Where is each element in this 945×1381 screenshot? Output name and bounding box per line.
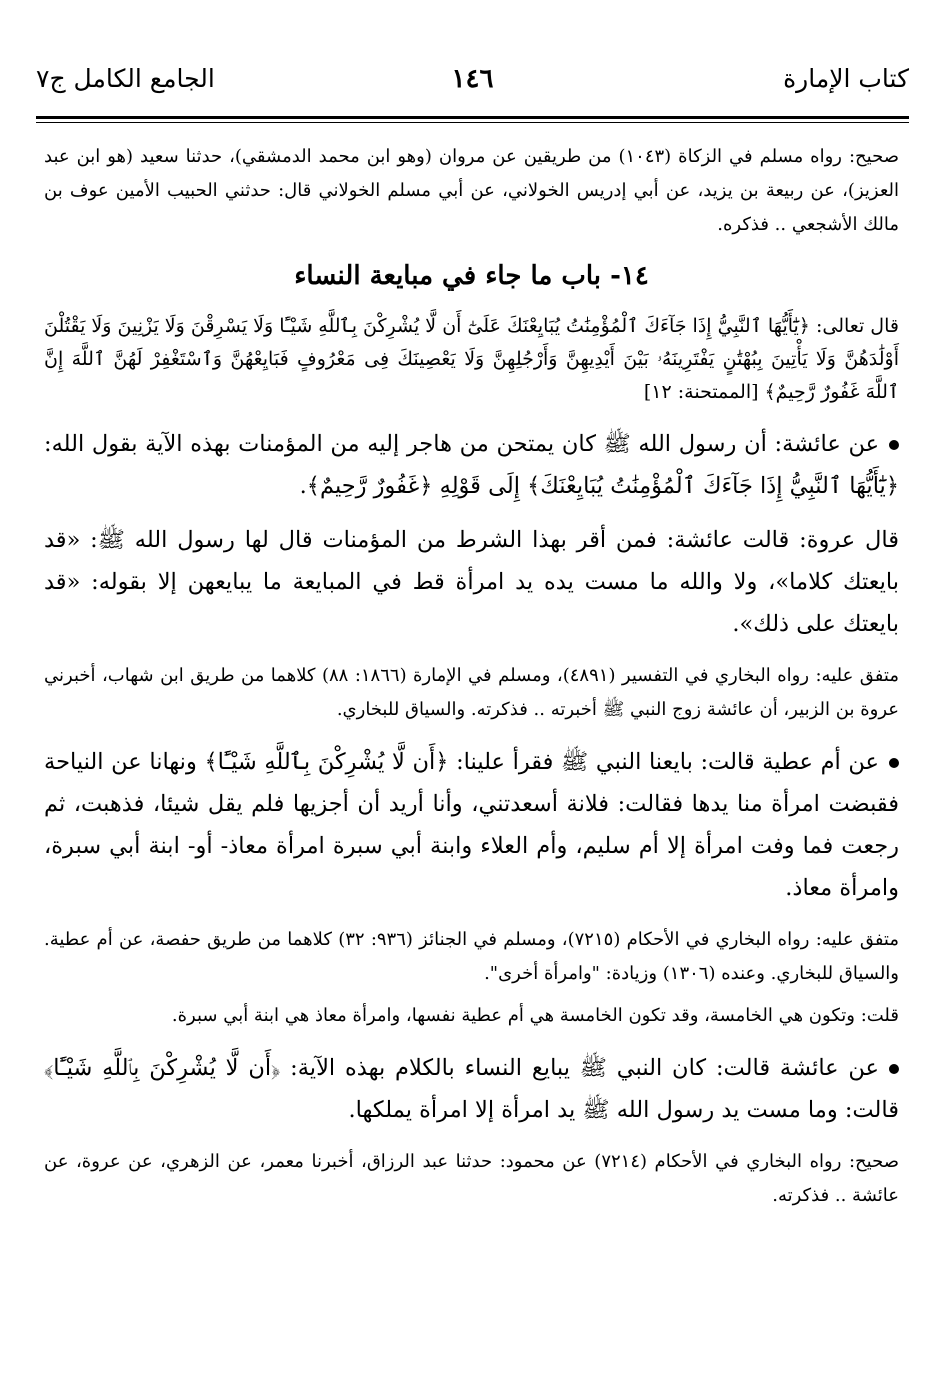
hadith-source-note: متفق عليه: رواه البخاري في التفسير (٤٨٩١)، ومسلم في الإمارة (١٨٦٦: ٨٨) كلاهما من طريق ابن شهاب، أخبرني عروة بن الزبير، أن عائشة زوج النبي ﷺ أخبرته .. فذكرته. والسياق للبخاري. [44,665,899,720]
hadith-body: عن عائشة: أن رسول الله ﷺ كان يمتحن من هاجر إليه من المؤمنات بهذه الآية بقول الله: ﴿يَٰٓأَيُّهَا ٱلنَّبِيُّ إِذَا جَآءَكَ ٱلْمُؤْمِنَٰتُ يُبَايِعْنَكَ﴾ إِلَى قَوْلِهِ ﴿غَفُورٌ رَّحِيمٌ﴾. [44,431,899,499]
header-section-title: كتاب الإمارة [783,64,909,93]
quran-verse: قال تعالى: ﴿يَٰٓأَيُّهَا ٱلنَّبِيُّ إِذَا جَآءَكَ ٱلْمُؤْمِنَٰتُ يُبَايِعْنَكَ عَلَىٰٓ أَن لَّا يُشْرِكْنَ بِٱللَّهِ شَيْـًٔا وَلَا يَسْرِقْنَ وَلَا يَزْنِينَ وَلَا يَقْتُلْنَ أَوْلَٰدَهُنَّ وَلَا يَأْتِينَ بِبُهْتَٰنٍ يَفْتَرِينَهُۥ بَيْنَ أَيْدِيهِنَّ وَأَرْجُلِهِنَّ وَلَا يَعْصِينَكَ فِى مَعْرُوفٍ فَبَايِعْهُنَّ وَٱسْتَغْفِرْ لَهُنَّ ٱللَّهَ إِنَّ ٱللَّهَ غَفُورٌ رَّحِيمٌ﴾ [الممتحنة: ١٢] [44,315,899,403]
header-book-title: الجامع الكامل ج٧ [36,64,215,93]
hadith-body: عن عائشة قالت: كان النبي ﷺ يبايع النساء بالكلام بهذه الآية: ﴿أَن لَّا يُشْرِكْنَ بِٱللَّهِ شَيْـًٔا﴾ قالت: وما مست يد رسول الله ﷺ يد امرأة إلا امرأة يملكها. [44,1055,899,1123]
hadith-source-note: متفق عليه: رواه البخاري في الأحكام (٧٢١٥)، ومسلم في الجنائز (٩٣٦: ٣٢) كلاهما من طريق حفصة، عن أم عطية. والسياق للبخاري. وعنده (١٣٠٦) وزيادة: "وامرأة أخرى". [44,929,900,984]
hadith-text: قال عروة: قالت عائشة: فمن أقر بهذا الشرط من المؤمنات قال لها رسول الله ﷺ: «قد بايعتك كلاما»، ولا والله ما مست يده يد امرأة قط في المبايعة ما يبايعهن إلا بقوله: «قد بايعتك على ذلك». [44,527,899,637]
bullet-icon [889,1064,899,1074]
hadith-text [44,423,899,507]
page-header [36,64,909,108]
hadith-text [44,741,899,909]
bullet-icon [889,440,899,450]
page-content [44,140,899,1213]
hadith-text [44,1047,899,1131]
hadith-source-note: صحيح: رواه مسلم في الزكاة (١٠٤٣) من طريقين عن مروان (وهو ابن محمد الدمشقي)، حدثنا سعيد (هو ابن عبد العزيز)، عن ربيعة بن يزيد، عن أبي إدريس الخولاني، عن أبي مسلم الخولاني قال: حدثني الحبيب الأمين عوف بن مالك الأشجعي .. فذكره. [44,146,899,235]
author-comment: قلت: وتكون هي الخامسة، وقد تكون الخامسة هي أم عطية نفسها، وامرأة معاذ هي ابنة أبي سبرة. [171,1005,899,1026]
page-number: ١٤٦ [451,64,494,94]
hadith-source-note: صحيح: رواه البخاري في الأحكام (٧٢١٤) عن محمود: حدثنا عبد الرزاق، أخبرنا معمر، عن الزهري، عن عروة، عن عائشة .. فذكرته. [44,1151,899,1206]
hadith-body: عن أم عطية قالت: بايعنا النبي ﷺ فقرأ علينا: ﴿أَن لَّا يُشْرِكْنَ بِٱللَّهِ شَيْـًٔا﴾ ونهانا عن النياحة فقبضت امرأة منا يدها فقالت: فلانة أسعدتني، وأنا أريد أن أجزيها فلم يقل شيئا، فذهبت، ثم رجعت فما وفت امرأة إلا أم سليم، وأم العلاء وابنة أبي سبرة امرأة معاذ- أو- ابنة أبي سبرة، وامرأة معاذ. [44,749,899,901]
header-rule-thick [36,116,909,119]
chapter-heading: ١٤- باب ما جاء في مبايعة النساء [294,261,649,291]
header-rule-thin [36,122,909,123]
bullet-icon [889,758,899,768]
